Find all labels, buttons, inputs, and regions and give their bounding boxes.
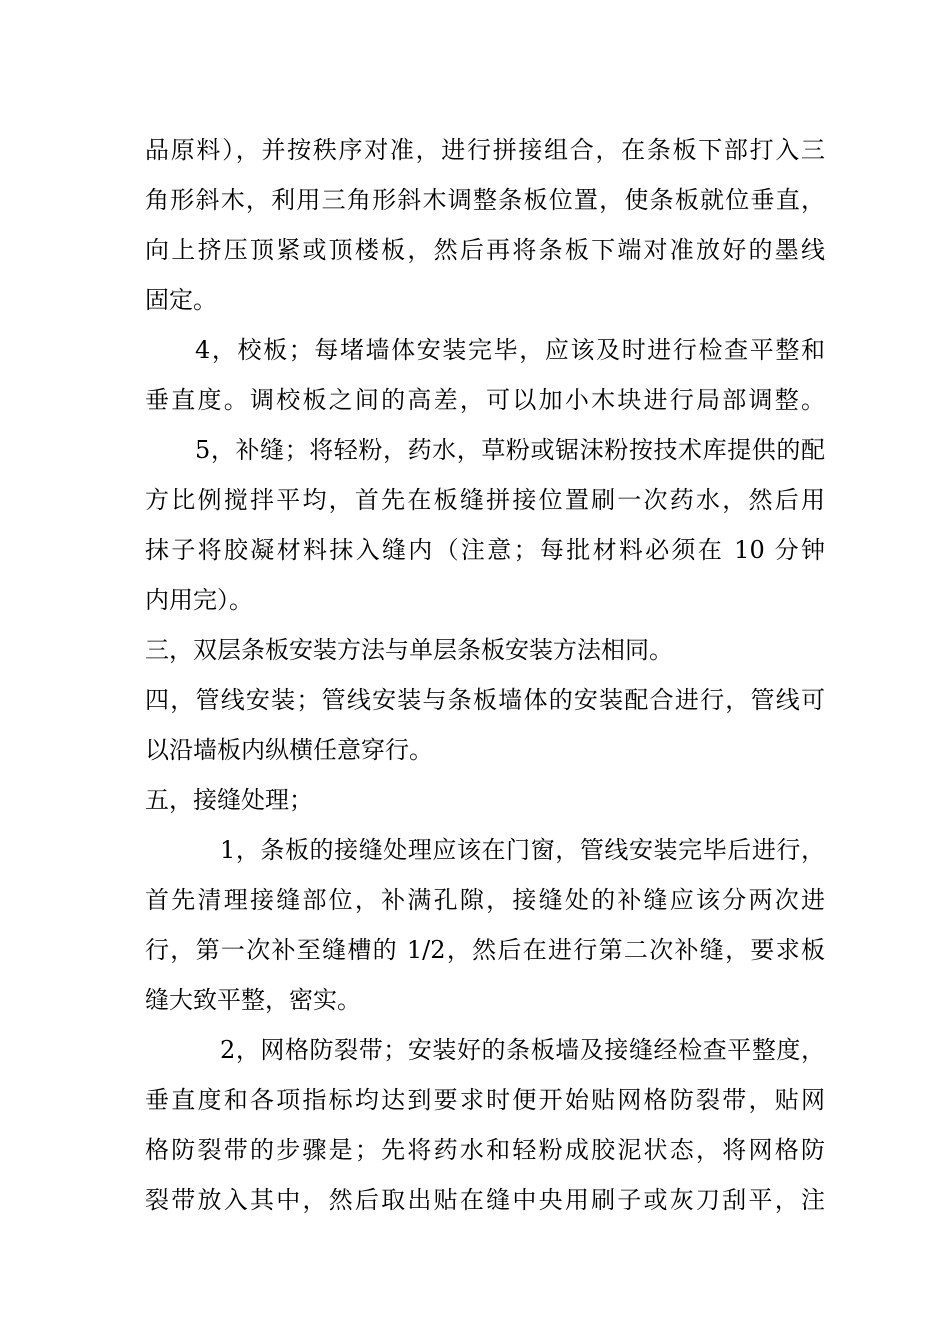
text-line: 内用完）。: [145, 586, 253, 614]
text-line: 5，补缝；将轻粉，药水，草粉或锯沫粉按技术库提供的配: [195, 436, 825, 464]
text-line: 4，校板；每堵墙体安装完毕，应该及时进行检查平整和: [195, 336, 825, 364]
text-line: 2，网格防裂带；安装好的条板墙及接缝经检查平整度，: [220, 1036, 825, 1064]
text-line: 抹子将胶凝材料抹入缝内（注意；每批材料必须在 10 分钟: [145, 536, 825, 564]
text-line: 裂带放入其中，然后取出贴在缝中央用刷子或灰刀刮平，注: [145, 1186, 825, 1214]
text-line: 角形斜木，利用三角形斜木调整条板位置，使条板就位垂直，: [145, 186, 825, 214]
text-line: 品原料），并按秩序对准，进行拼接组合，在条板下部打入三: [145, 136, 825, 164]
text-line: 向上挤压顶紧或顶楼板，然后再将条板下端对准放好的墨线: [145, 236, 825, 264]
text-line: 缝大致平整，密实。: [145, 986, 361, 1014]
text-line: 格防裂带的步骤是；先将药水和轻粉成胶泥状态，将网格防: [145, 1136, 825, 1164]
text-line: 四，管线安装；管线安装与条板墙体的安装配合进行，管线可: [145, 686, 825, 714]
text-line: 三，双层条板安装方法与单层条板安装方法相同。: [145, 636, 673, 664]
text-line: 固定。: [145, 286, 217, 314]
text-line: 以沿墙板内纵横任意穿行。: [145, 736, 433, 764]
text-line: 五，接缝处理；: [145, 786, 313, 814]
text-line: 行，第一次补至缝槽的 1/2，然后在进行第二次补缝，要求板: [145, 936, 825, 964]
text-line: 方比例搅拌平均，首先在板缝拼接位置刷一次药水，然后用: [145, 486, 825, 514]
text-line: 垂直度和各项指标均达到要求时便开始贴网格防裂带，贴网: [145, 1086, 825, 1114]
text-line: 垂直度。调校板之间的高差，可以加小木块进行局部调整。: [145, 386, 825, 414]
text-line: 首先清理接缝部位，补满孔隙，接缝处的补缝应该分两次进: [145, 886, 825, 914]
text-line: 1，条板的接缝处理应该在门窗，管线安装完毕后进行，: [220, 836, 825, 864]
